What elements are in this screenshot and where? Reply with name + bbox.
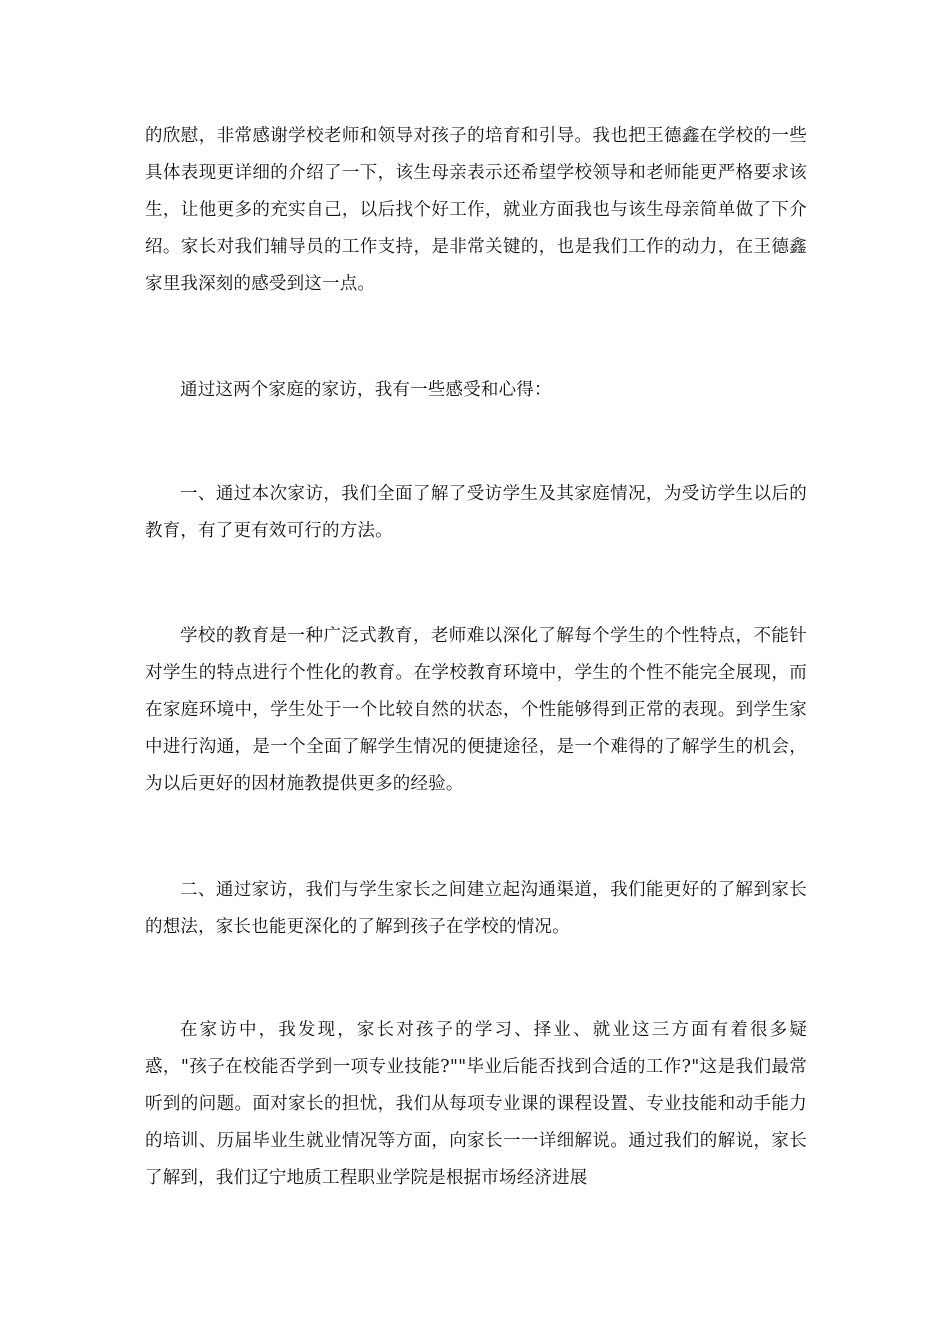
paragraph-point-two: 二、通过家访，我们与学生家长之间建立起沟通渠道，我们能更好的了解到家长的想法，家长也能更深化的了解到孩子在学校的情况。 bbox=[145, 880, 807, 937]
paragraph-continuation: 的欣慰，非常感谢学校老师和领导对孩子的培育和引导。我也把王德鑫在学校的一些具体表现更详细的介绍了一下，该生母亲表示还希望学校领导和老师能更严格要求该生，让他更多的充实自己，以后找个好工作，就业方面我也与该生母亲简单做了下介绍。家长对我们辅导员的工作支持，是非常关键的，也是我们工作的动力，在王德鑫家里我深刻的感受到这一点。 bbox=[145, 126, 807, 294]
paragraph-school-education: 学校的教育是一种广泛式教育，老师难以深化了解每个学生的个性特点，不能针对学生的特点进行个性化的教育。在学校教育环境中，学生的个性不能完全展现，而在家庭环境中，学生处于一个比较自然的状态，个性能够得到正常的表现。到学生家中进行沟通，是一个全面了解学生情况的便捷途径，是一个难得的了解学生的机会，为以后更好的因材施教提供更多的经验。 bbox=[145, 626, 807, 794]
paragraph-reflection-intro: 通过这两个家庭的家访，我有一些感受和心得： bbox=[180, 380, 552, 400]
paragraph-point-one: 一、通过本次家访，我们全面了解了受访学生及其家庭情况，为受访学生以后的教育，有了更有效可行的方法。 bbox=[145, 484, 807, 541]
paragraph-home-visit-findings: 在家访中，我发现，家长对孩子的学习、择业、就业这三方面有着很多疑惑，"孩子在校能否学到一项专业技能?""毕业后能否找到合适的工作?"这是我们最常听到的问题。面对家长的担忧，我们从每项专业课的课程设置、专业技能和动手能力的培训、历届毕业生就业情况等方面，向家长一一详细解说。通过我们的解说，家长了解到，我们辽宁地质工程职业学院是根据市场经济进展 bbox=[145, 1020, 807, 1188]
